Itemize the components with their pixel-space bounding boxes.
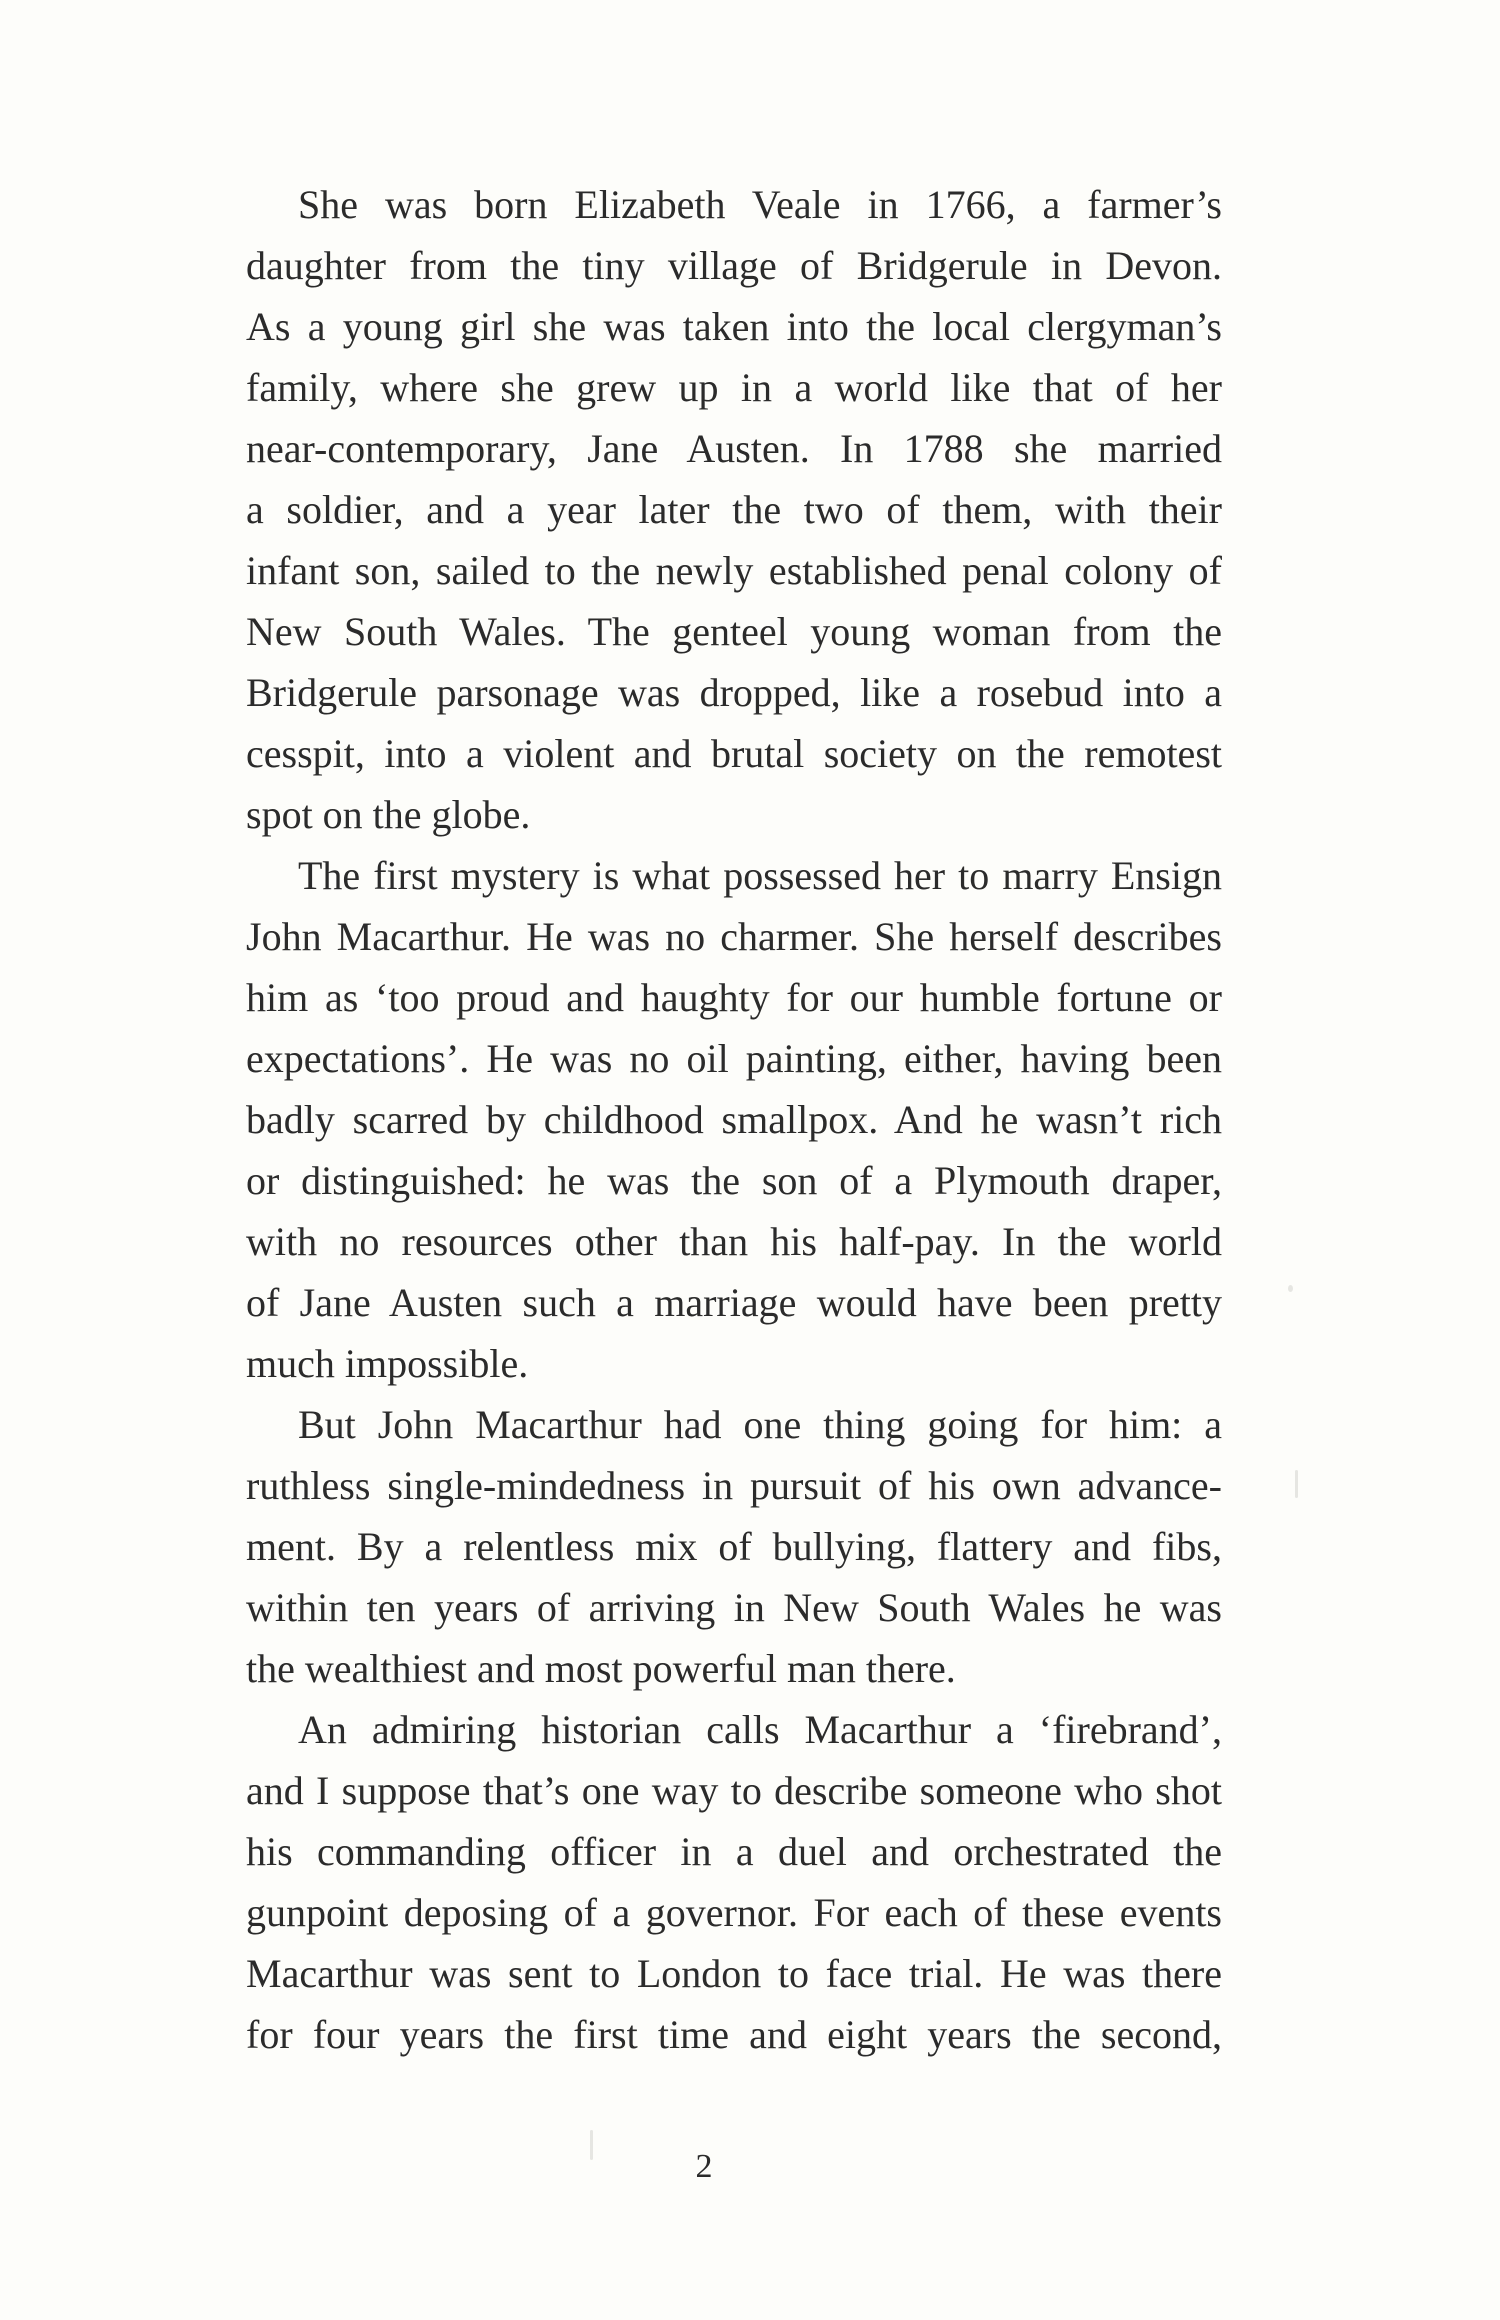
text-line: Macarthur was sent to London to face trial. He was there bbox=[246, 1951, 1222, 1996]
text-line: with no resources other than his half-pay. In the world bbox=[246, 1219, 1222, 1264]
text-line: But John Macarthur had one thing going for him: a bbox=[298, 1402, 1222, 1447]
text-line: New South Wales. The genteel young woman from the bbox=[246, 609, 1222, 654]
text-line: spot on the globe. bbox=[246, 792, 531, 837]
text-line: of Jane Austen such a marriage would have been pretty bbox=[246, 1280, 1222, 1325]
text-line: for four years the first time and eight years the second, bbox=[246, 2012, 1222, 2057]
text-line: him as ‘too proud and haughty for our humble fortune or bbox=[246, 975, 1222, 1020]
text-line: Bridgerule parsonage was dropped, like a rosebud into a bbox=[246, 670, 1222, 715]
text-line: As a young girl she was taken into the local clergyman’s bbox=[246, 304, 1222, 349]
text-line: She was born Elizabeth Veale in 1766, a farmer’s bbox=[298, 182, 1222, 227]
paragraph-1 bbox=[246, 174, 1222, 845]
text-line: daughter from the tiny village of Bridgerule in Devon. bbox=[246, 243, 1222, 288]
body-text bbox=[246, 174, 1222, 2065]
paragraph-4 bbox=[246, 1699, 1222, 2065]
text-line: badly scarred by childhood smallpox. And he wasn’t rich bbox=[246, 1097, 1222, 1142]
text-line: a soldier, and a year later the two of them, with their bbox=[246, 487, 1222, 532]
text-line: or distinguished: he was the son of a Plymouth draper, bbox=[246, 1158, 1222, 1203]
text-line: the wealthiest and most powerful man there. bbox=[246, 1646, 956, 1691]
text-line: much impossible. bbox=[246, 1341, 529, 1386]
page-number-text: 2 bbox=[695, 2148, 713, 2185]
text-line: ruthless single-mindedness in pursuit of his own advance- bbox=[246, 1463, 1222, 1508]
text-line: infant son, sailed to the newly established penal colony of bbox=[246, 548, 1222, 593]
text-line: near-contemporary, Jane Austen. In 1788 she married bbox=[246, 426, 1222, 471]
text-line: ment. By a relentless mix of bullying, flattery and fibs, bbox=[246, 1524, 1222, 1569]
text-line: within ten years of arriving in New South Wales he was bbox=[246, 1585, 1222, 1630]
text-line: An admiring historian calls Macarthur a ‘firebrand’, bbox=[298, 1707, 1222, 1752]
text-line: expectations’. He was no oil painting, either, having been bbox=[246, 1036, 1222, 1081]
text-line: his commanding officer in a duel and orchestrated the bbox=[246, 1829, 1222, 1874]
paragraph-3 bbox=[246, 1394, 1222, 1699]
scan-speck bbox=[590, 2130, 593, 2160]
text-line: and I suppose that’s one way to describe someone who shot bbox=[246, 1768, 1222, 1813]
text-line: The first mystery is what possessed her to marry Ensign bbox=[298, 853, 1222, 898]
text-line: cesspit, into a violent and brutal society on the remotest bbox=[246, 731, 1222, 776]
paragraph-2 bbox=[246, 845, 1222, 1394]
text-line: family, where she grew up in a world like that of her bbox=[246, 365, 1222, 410]
text-line: gunpoint deposing of a governor. For each of these events bbox=[246, 1890, 1222, 1935]
scan-speck bbox=[1295, 1470, 1298, 1498]
text-line: John Macarthur. He was no charmer. She herself describes bbox=[246, 914, 1222, 959]
scan-speck bbox=[1288, 1285, 1293, 1292]
page-number bbox=[0, 2148, 1500, 2186]
